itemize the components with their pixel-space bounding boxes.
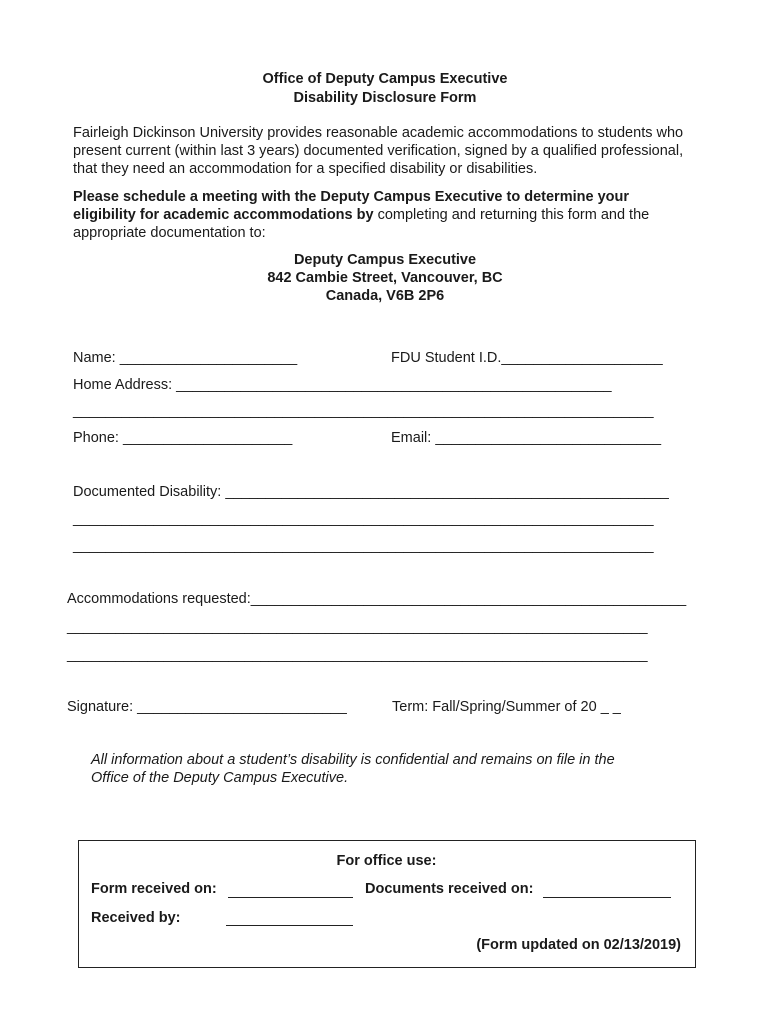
office-use-heading: For office use:	[336, 853, 437, 869]
instructions-bold: Please schedule a meeting with the Deputy Campus Executive to determine your eligibility for academic accommodations by	[73, 189, 629, 223]
name-field[interactable]: Name: ______________________	[73, 350, 298, 366]
accommodations-line-3[interactable]: ________________________________________________________________________	[67, 647, 648, 663]
address-line-1: Deputy Campus Executive	[293, 252, 477, 268]
confidential-note-line-2: Office of the Deputy Campus Executive.	[91, 770, 349, 786]
documented-disability-field[interactable]: Documented Disability: _______________________________________________________	[73, 484, 669, 500]
received-by-label: Received by:	[91, 910, 181, 926]
documents-received-line[interactable]	[543, 897, 671, 898]
phone-field[interactable]: Phone: _____________________	[73, 430, 293, 446]
documented-disability-line-2[interactable]: ________________________________________________________________________	[73, 511, 654, 527]
received-by-line[interactable]	[226, 925, 353, 926]
student-id-field[interactable]: FDU Student I.D.____________________	[391, 350, 663, 366]
documents-received-label: Documents received on:	[365, 881, 534, 897]
home-address-line-2[interactable]: ________________________________________________________________________	[73, 403, 654, 419]
address-line-3: Canada, V6B 2P6	[325, 288, 445, 304]
home-address-field[interactable]: Home Address: ______________________________________________________	[73, 377, 612, 393]
term-field[interactable]: Term: Fall/Spring/Summer of 20 _ _	[392, 699, 621, 715]
form-updated-note: (Form updated on 02/13/2019)	[476, 937, 681, 953]
accommodations-field[interactable]: Accommodations requested:______________________________________________________	[67, 591, 687, 607]
form-received-line[interactable]	[228, 897, 353, 898]
address-line-2: 842 Cambie Street, Vancouver, BC	[267, 270, 503, 286]
accommodations-line-2[interactable]: ________________________________________________________________________	[67, 619, 648, 635]
instructions-paragraph	[73, 188, 693, 242]
instructions-normal: completing and returning this form and the appropriate documentation to:	[73, 207, 650, 241]
form-subtitle: Disability Disclosure Form	[293, 90, 477, 106]
intro-paragraph: Fairleigh Dickinson University provides reasonable academic accommodations to students who present current (within last 3 years) documented verification, signed by a qualified professional, that they need an accommodation for a specified disability or disabilities.	[73, 125, 684, 177]
form-received-label: Form received on:	[91, 881, 217, 897]
office-use-box	[78, 840, 696, 968]
confidential-note-line-1: All information about a student’s disability is confidential and remains on file in the	[91, 752, 615, 768]
form-title: Office of Deputy Campus Executive	[262, 71, 508, 87]
signature-field[interactable]: Signature: __________________________	[67, 699, 347, 715]
email-field[interactable]: Email: ____________________________	[391, 430, 662, 446]
documented-disability-line-3[interactable]: ________________________________________________________________________	[73, 538, 654, 554]
